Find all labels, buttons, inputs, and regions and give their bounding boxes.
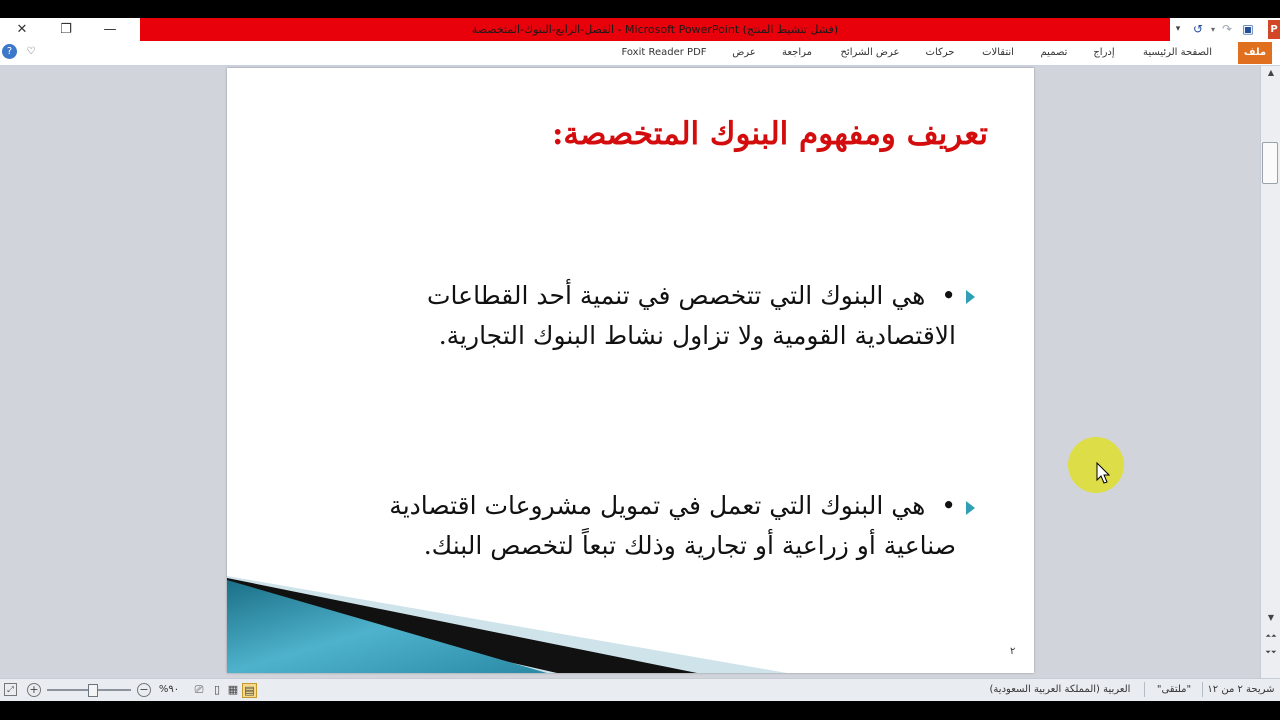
bullet-dot: • bbox=[941, 281, 956, 310]
slide-title[interactable]: تعريف ومفهوم البنوك المتخصصة: bbox=[551, 116, 988, 152]
redo-icon[interactable]: ↷ bbox=[1221, 22, 1233, 36]
zoom-slider-thumb[interactable] bbox=[88, 684, 98, 697]
tab-animations[interactable]: حركات bbox=[925, 47, 955, 58]
bullet-line: هي البنوك التي تتخصص في تنمية أحد القطاعات bbox=[427, 281, 926, 310]
save-icon[interactable]: ▣ bbox=[1242, 22, 1254, 36]
bullet-dot: • bbox=[941, 491, 956, 520]
language-indicator[interactable]: العربية (المملكة العربية السعودية) bbox=[989, 684, 1131, 695]
next-slide-icon[interactable]: ⏷⏷ bbox=[1265, 648, 1277, 656]
scroll-up-arrow-icon[interactable]: ▲ bbox=[1267, 68, 1275, 77]
zoom-out-icon[interactable]: − bbox=[137, 683, 151, 697]
tab-design[interactable]: تصميم bbox=[1040, 47, 1068, 58]
tab-slideshow[interactable]: عرض الشرائح bbox=[840, 47, 900, 58]
zoom-level[interactable]: %٩٠ bbox=[158, 684, 180, 695]
previous-slide-icon[interactable]: ⏶⏶ bbox=[1265, 632, 1277, 640]
tab-review[interactable]: مراجعة bbox=[781, 47, 813, 58]
slideshow-view-icon[interactable]: ⎚ bbox=[194, 683, 204, 696]
slide-canvas[interactable] bbox=[227, 68, 1034, 673]
help-icon[interactable]: ? bbox=[2, 44, 17, 59]
minimize-window-button[interactable]: — bbox=[103, 22, 117, 37]
window-title: الفصل-الرابع-البنوك-المتخصصة - Microsoft PowerPoint (فشل تنشيط المنتج) bbox=[471, 23, 839, 36]
slide-counter[interactable]: شريحة ٢ من ١٢ bbox=[1207, 684, 1275, 695]
close-window-button[interactable]: ✕ bbox=[16, 22, 28, 37]
undo-dropdown-icon[interactable]: ▾ bbox=[1210, 25, 1215, 34]
minimize-ribbon-icon[interactable]: ♡ bbox=[26, 46, 36, 57]
fit-to-window-icon[interactable]: ⤢ bbox=[4, 683, 17, 696]
tab-file[interactable]: ملف bbox=[1238, 42, 1272, 64]
restore-window-button[interactable]: ❐ bbox=[60, 22, 72, 37]
tab-home[interactable]: الصفحة الرئيسية bbox=[1143, 47, 1212, 58]
tab-foxit-reader-pdf[interactable]: Foxit Reader PDF bbox=[621, 47, 707, 58]
zoom-in-icon[interactable]: + bbox=[27, 683, 41, 697]
normal-view-icon[interactable]: ▤ bbox=[242, 683, 257, 698]
bullet-paragraph[interactable] bbox=[276, 486, 956, 566]
slide-decoration-corner bbox=[227, 568, 1034, 673]
status-separator bbox=[1144, 682, 1145, 697]
mouse-pointer-icon bbox=[1096, 462, 1110, 484]
bullet-arrow-icon bbox=[966, 290, 975, 304]
customize-toolbar-icon[interactable]: ▾ bbox=[1175, 24, 1181, 34]
tab-transitions[interactable]: انتقالات bbox=[982, 47, 1014, 58]
powerpoint-app-icon[interactable]: P bbox=[1268, 20, 1280, 39]
tab-insert[interactable]: إدراج bbox=[1093, 47, 1115, 58]
bullet-line: الاقتصادية القومية ولا تزاول نشاط البنوك التجارية. bbox=[438, 321, 956, 350]
slide-sorter-view-icon[interactable]: ▦ bbox=[227, 683, 239, 696]
bullet-line: هي البنوك التي تعمل في تمويل مشروعات اقتصادية bbox=[389, 491, 926, 520]
bullet-line: صناعية أو زراعية أو تجارية وذلك تبعاً لتخصص البنك. bbox=[423, 531, 956, 560]
scrollbar-thumb[interactable] bbox=[1262, 142, 1278, 184]
slide-page-number: ٢ bbox=[1010, 646, 1016, 657]
bullet-arrow-icon bbox=[966, 501, 975, 515]
reading-view-icon[interactable]: ▯ bbox=[213, 683, 221, 696]
status-separator bbox=[1202, 682, 1203, 697]
undo-icon[interactable]: ↺ bbox=[1192, 22, 1204, 36]
bullet-paragraph[interactable] bbox=[276, 276, 956, 356]
tab-view[interactable]: عرض bbox=[732, 47, 756, 58]
scroll-down-arrow-icon[interactable]: ▼ bbox=[1267, 613, 1275, 622]
theme-name[interactable]: "ملتقى" bbox=[1156, 684, 1192, 695]
